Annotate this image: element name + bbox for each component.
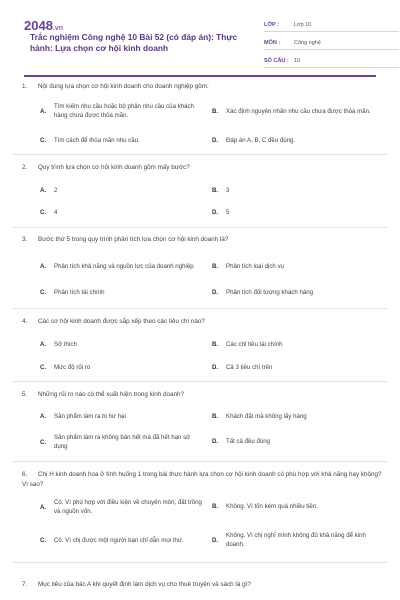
question-text: Chị H kinh doanh hoa ở tình huống 1 trong bài thực hành lựa chọn cơ hội kinh doanh có phù hợp với khả năng hay không? Vì sao? — [22, 471, 382, 488]
answer-option[interactable]: C. Tìm cách để thỏa mãn nhu cầu. — [40, 137, 140, 144]
answer-option[interactable]: B. Các chỉ tiêu tài chính — [212, 341, 283, 348]
answer-option[interactable]: D. Không. Vì chị nghĩ mình không đủ khả năng để kinh doanh. — [212, 532, 366, 548]
meta-row-count: SỐ CÂU : 10 — [264, 51, 399, 68]
answer-option[interactable]: A. 2 — [40, 187, 58, 194]
answer-option[interactable]: D. Cả 3 tiêu chí trên — [212, 364, 273, 371]
page-header — [12, 0, 388, 88]
header-divider — [24, 75, 376, 77]
answer-option[interactable]: C. Sản phẩm làm ra không bán hết mà đã hết hạn sử dụng — [40, 434, 191, 450]
answer-option[interactable]: D. Phân tích đối tượng khách hàng — [212, 289, 314, 296]
question-text: Các cơ hội kinh doanh được sắp xếp theo các tiêu chí nào? — [38, 318, 205, 325]
answer-option[interactable]: C. 4 — [40, 209, 58, 216]
answer-option[interactable]: B. Khách đặt mà không lấy hàng — [212, 413, 307, 420]
answer-option[interactable]: B. Phân tích loại dịch vụ — [212, 262, 284, 270]
answer-option[interactable]: C. Mức độ rủi ro — [40, 364, 91, 371]
answer-option[interactable]: D. 5 — [212, 209, 230, 216]
answer-option[interactable]: B. Không. Vì tốn kém quá nhiều tiền. — [212, 503, 318, 510]
meta-row-subject: MÔN : Công nghệ — [264, 33, 399, 50]
question-text: Mục tiêu của bác A khi quyết định làm dịch vụ cho thuê truyện và sách là gì? — [38, 581, 251, 588]
answer-option[interactable]: C. Có. Vì chị được một người bạn chỉ dẫn mọi thứ. — [40, 536, 184, 544]
answer-option[interactable]: B. 3 — [212, 187, 230, 194]
answer-option[interactable]: A. Sở thích — [40, 341, 77, 348]
quiz-meta — [264, 15, 399, 69]
answer-option[interactable]: A. Có. Vì phù hợp với điều kiện về chuyên môn, đất trồng và nguồn vốn. — [40, 499, 202, 515]
page-title: Trắc nghiệm Công nghệ 10 Bài 52 (có đáp án): Thực hành: Lựa chọn cơ hội kinh doanh — [30, 32, 238, 53]
answer-option[interactable]: C. Phân tích tài chính — [40, 289, 105, 296]
question-text: Những rủi ro nào có thể xuất hiện trong kinh doanh? — [38, 391, 184, 398]
answer-option[interactable]: D. Đáp án A, B, C đều đúng. — [212, 137, 296, 144]
question-text: Nội dung lựa chọn cơ hội kinh doanh cho doanh nghiệp gồm: — [38, 83, 209, 90]
answer-option[interactable]: A. Tìm kiếm nhu cầu hoặc bộ phận nhu cầu của khách hàng chưa được thỏa mãn. — [40, 103, 194, 119]
answer-option[interactable]: B. Xác định nguyên nhân nhu cầu chưa được thỏa mãn. — [212, 107, 371, 115]
answer-option[interactable]: A. Sản phẩm làm ra bị hư hại — [40, 413, 126, 420]
answer-option[interactable]: D. Tất cả đều đúng — [212, 438, 271, 445]
question-text: Bước thứ 5 trong quy trình phân tích lựa chọn cơ hội kinh doanh là? — [38, 236, 229, 243]
meta-row-class: LỚP : Lớp 10 — [264, 15, 399, 32]
answer-option[interactable]: A. Phân tích khả năng và nguồn lực của doanh nghiệp — [40, 262, 194, 270]
question-text: Quy trình lựa chọn cơ hội kinh doanh gồm mấy bước? — [38, 164, 190, 171]
quiz-page: 2048.vn Trắc nghiệm Công nghệ 10 Bài 52 (có đáp án): Thực hành: Lựa chọn cơ hội kinh doanh LỚP : Lớp 10 MÔN : Công nghệ SỐ CÂU : 10 1. Nội dung lựa chọn cơ hội kinh doanh cho doanh nghiệp gồm: A. Tìm kiếm nhu cầu hoặc bộ phận nhu cầu của khách hàng chưa được thỏa mãn. B. Xác định nguyên nhân nhu cầu chưa được thỏa mãn. C. Tìm cách để thỏa mãn nhu cầu. D. Đáp án A, B, C đều đúng. 2. Quy trình lựa chọn cơ hội kinh doanh gồm mấy bước? A. 2 B. 3 C. 4 D. 5 3. Bước thứ 5 trong quy trình phân tích lựa chọn cơ hội kinh doanh là? A. Phân tích khả năng và nguồn lực của doanh nghiệp B. Phân tích loại dịch vụ C. Phân tích tài chính D. Phân tích đối tượng khách hàng 4. Các cơ hội kinh doanh được sắp xếp theo các tiêu chí nào? A. Sở thích B. Các chỉ tiêu tài chính C. Mức độ rủi ro D. Cả 3 tiêu chí trên 5. Những rủi ro nào có thể xuất hiện trong kinh doanh? A. Sản phẩm làm ra bị hư hại B. Khách đặt mà không lấy hàng C. Sản phẩm làm ra không bán hết mà đã hết hạn sử dụng D. Tất cả đều đúng 6. Chị H kinh doanh hoa ở tình huống 1 trong bài thực hành lựa chọn cơ hội kinh doanh có phù hợp với khả năng hay không? Vì sao? A. Có. Vì phù hợp với điều kiện về chuyên môn, đất trồng và nguồn vốn. B. Không. Vì tốn kém quá nhiều tiền. C. Có. Vì chị được một người bạn chỉ dẫn mọi thứ. D. Không. Vì chị nghĩ mình không đủ khả năng để kinh doanh. 7. Mục tiêu của bác A khi quyết định làm dịch vụ cho thuê truyện và sách là gì? — [0, 0, 400, 600]
site-logo[interactable]: 2048.vn — [24, 18, 64, 33]
